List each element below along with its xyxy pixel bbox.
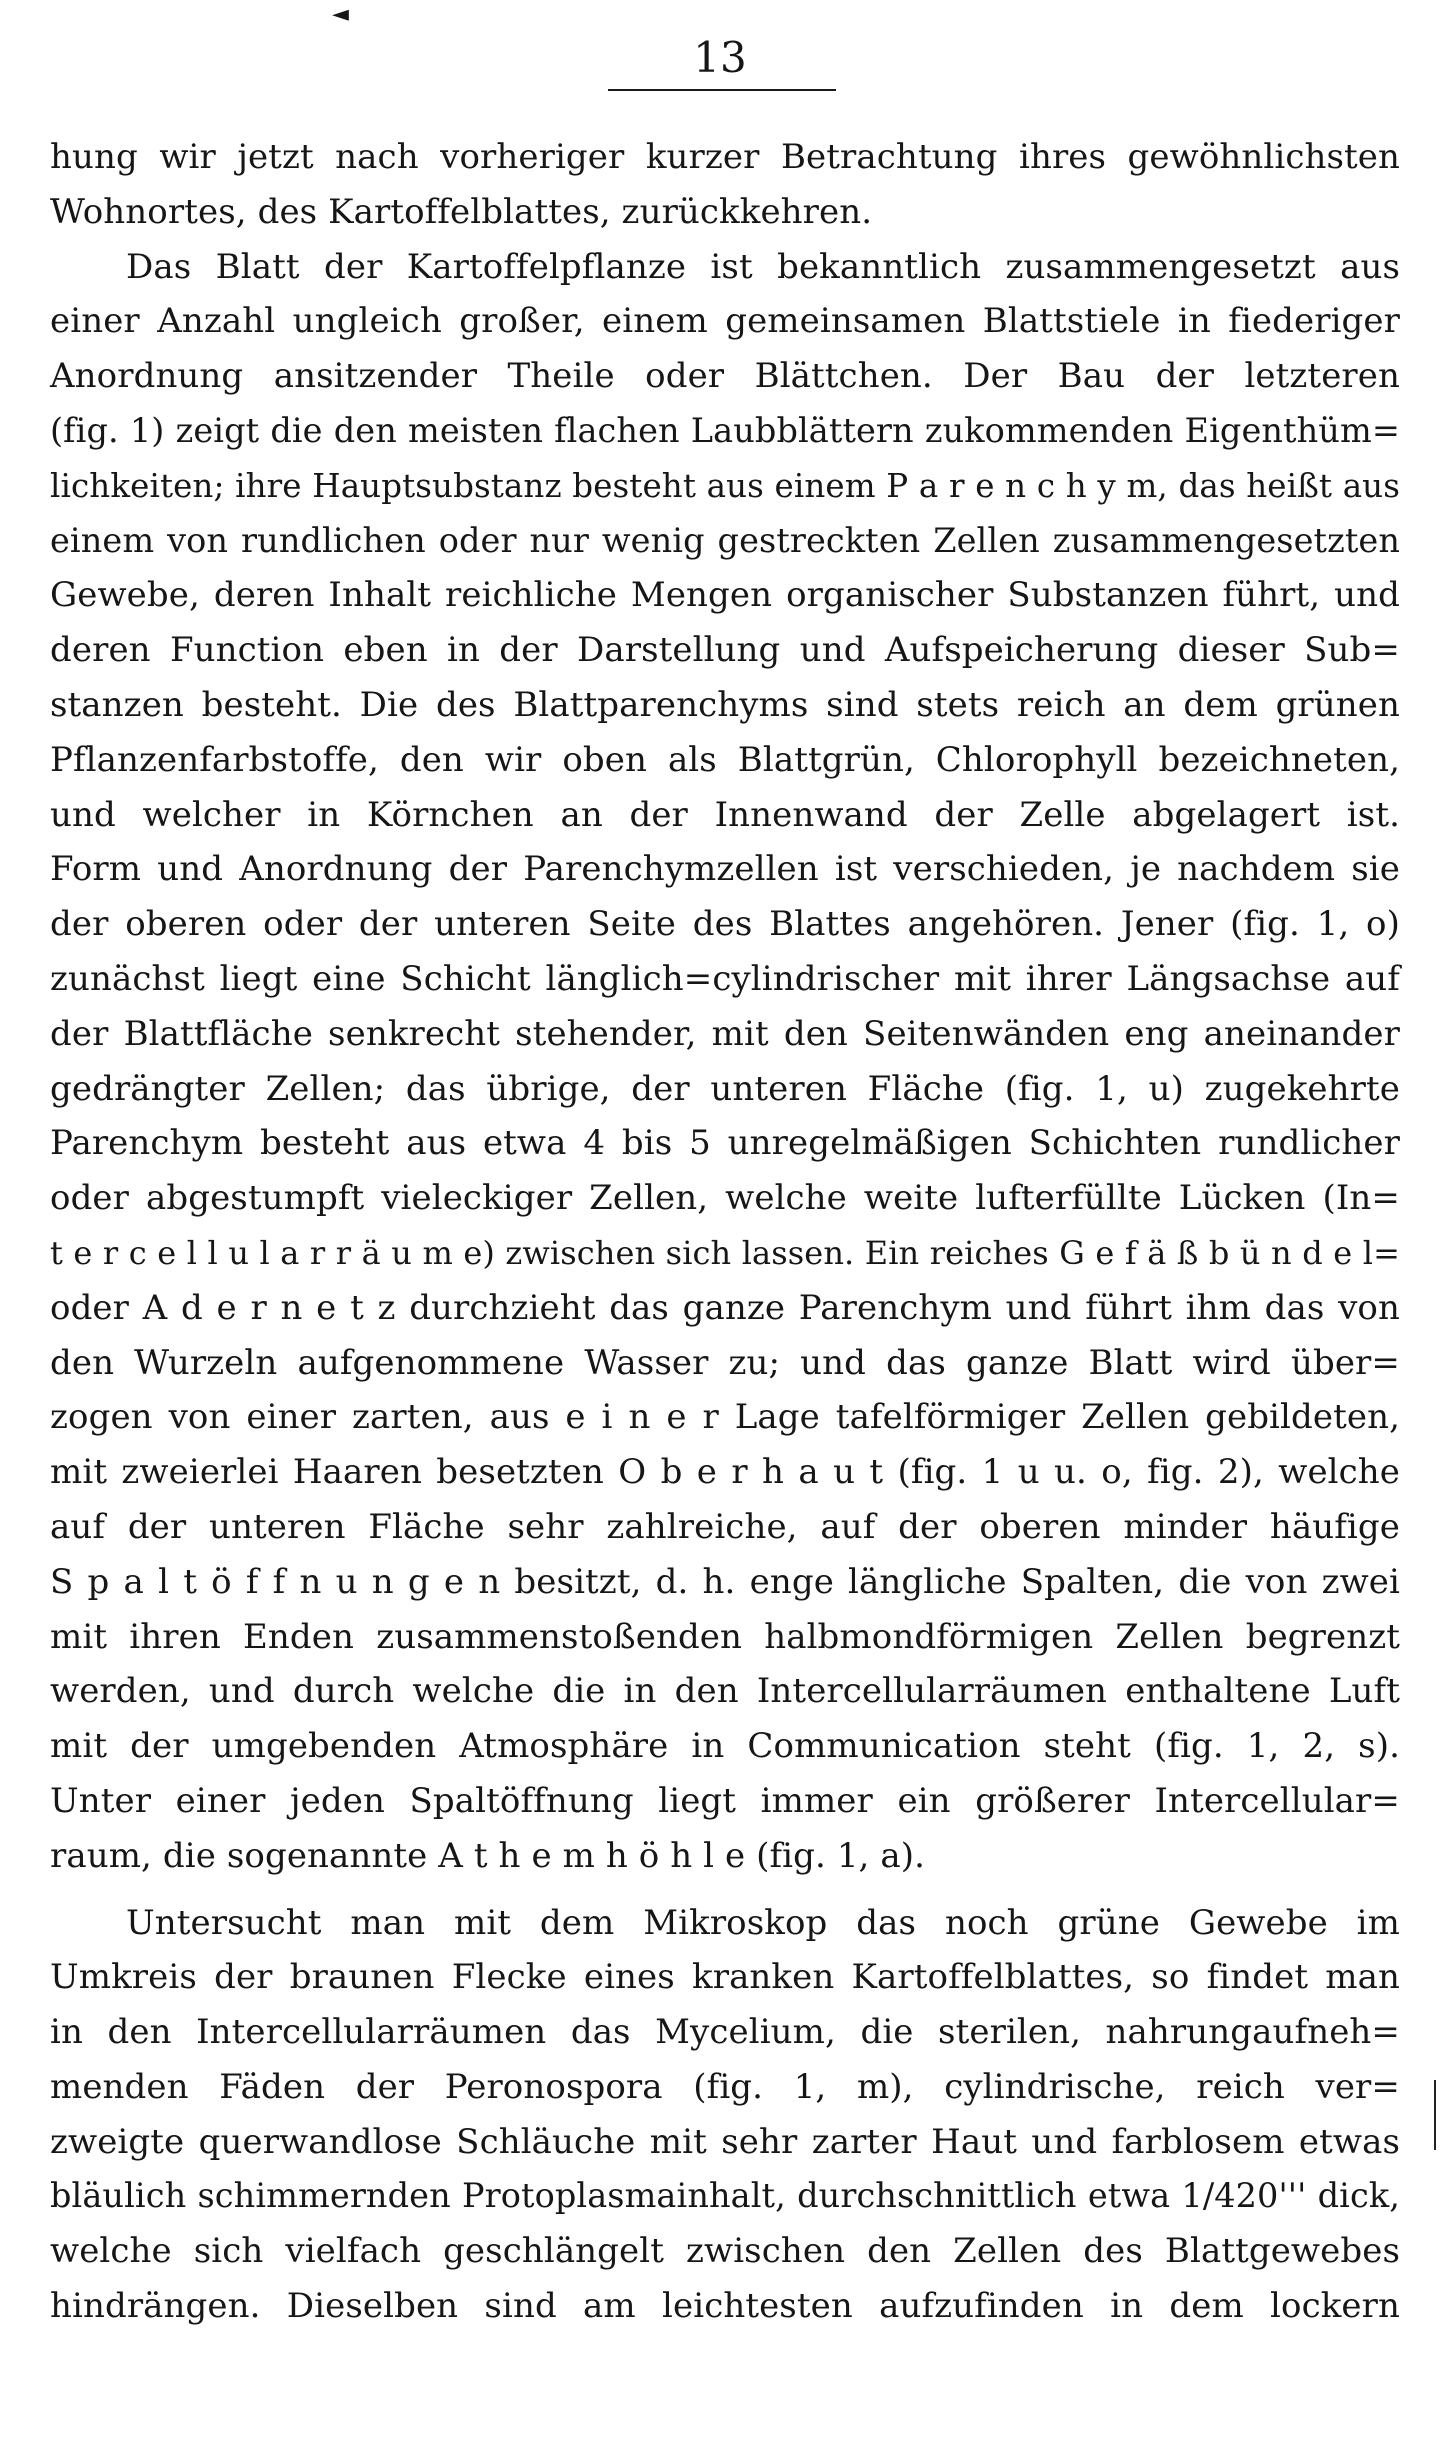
text-line: Gewebe, deren Inhalt reichliche Mengen organischer Substanzen führt, und	[50, 575, 1400, 616]
text-line: Anordnung ansitzender Theile oder Blättchen. Der Bau der letzteren	[50, 356, 1400, 397]
text-line: (fig. 1) zeigt die den meisten flachen Laubblättern zukommenden Eigenthüm=	[50, 410, 1400, 450]
text-line: lichkeiten; ihre Hauptsubstanz besteht aus einem P a r e n c h y m, das heißt aus	[50, 466, 1400, 505]
text-line: welche sich vielfach geschlängelt zwischen den Zellen des Blattgewebes	[50, 2231, 1400, 2272]
text-line: raum, die sogenannte A t h e m h ö h l e (fig. 1, a).	[50, 1835, 926, 1876]
text-line: menden Fäden der Peronospora (fig. 1, m), cylindrische, reich ver=	[50, 2066, 1400, 2107]
text-line: mit zweierlei Haaren besetzten O b e r h a u t (fig. 1 u u. o, fig. 2), welche	[50, 1452, 1400, 1493]
text-line: mit der umgebenden Atmosphäre in Communication steht (fig. 1, 2, s).	[50, 1726, 1400, 1767]
text-line: Pflanzenfarbstoffe, den wir oben als Blattgrün, Chlorophyll bezeichneten,	[50, 739, 1400, 780]
text-line: zweigte querwandlose Schläuche mit sehr zarter Haut und farblosem etwas	[50, 2121, 1400, 2162]
text-line: oder A d e r n e t z durchzieht das ganze Parenchym und führt ihm das von	[50, 1287, 1400, 1328]
text-line: Das Blatt der Kartoffelpflanze ist bekanntlich zusammengesetzt aus	[126, 246, 1400, 287]
text-line: auf der unteren Fläche sehr zahlreiche, auf der oberen minder häufige	[50, 1506, 1400, 1547]
text-line: hung wir jetzt nach vorheriger kurzer Betrachtung ihres gewöhnlichsten	[50, 137, 1400, 177]
text-line: Umkreis der braunen Flecke eines kranken Kartoffelblattes, so findet man	[50, 1957, 1400, 1998]
text-line: stanzen besteht. Die des Blattparenchyms sind stets reich an dem grünen	[50, 684, 1400, 725]
text-line: in den Intercellularräumen das Mycelium, die sterilen, nahrungaufneh=	[50, 2012, 1400, 2053]
text-line: zunächst liegt eine Schicht länglich=cylindrischer mit ihrer Längsachse auf	[50, 958, 1400, 999]
text-line: werden, und durch welche die in den Intercellularräumen enthaltene Luft	[50, 1671, 1400, 1712]
text-line: deren Function eben in der Darstellung und Aufspeicherung dieser Sub=	[50, 630, 1400, 671]
text-line: t e r c e l l u l a r r ä u m e) zwischen sich lassen. Ein reiches G e f ä ß b ü n d e l=	[50, 1233, 1400, 1272]
text-line: einem von rundlichen oder nur wenig gestreckten Zellen zusammengesetzten	[50, 520, 1400, 560]
text-line: der oberen oder der unteren Seite des Blattes angehören. Jener (fig. 1, o)	[50, 904, 1400, 945]
text-line: der Blattfläche senkrecht stehender, mit den Seitenwänden eng aneinander	[50, 1013, 1400, 1054]
text-line: bläulich schimmernden Protoplasmainhalt, durchschnittlich etwa 1/420''' dick,	[50, 2176, 1400, 2216]
header-rule	[608, 89, 836, 91]
text-line: Parenchym besteht aus etwa 4 bis 5 unregelmäßigen Schichten rundlicher	[50, 1123, 1400, 1164]
text-line: Unter einer jeden Spaltöffnung liegt immer ein größerer Intercellular=	[50, 1780, 1400, 1821]
text-line: gedrängter Zellen; das übrige, der unteren Fläche (fig. 1, u) zugekehrte	[50, 1068, 1400, 1109]
margin-bar	[1434, 2080, 1436, 2150]
text-line: und welcher in Körnchen an der Innenwand der Zelle abgelagert ist.	[50, 794, 1400, 835]
text-line: Wohnortes, des Kartoffelblattes, zurückkehren.	[50, 191, 873, 232]
text-line: hindrängen. Dieselben sind am leichtesten aufzufinden in dem lockern	[50, 2286, 1400, 2327]
text-line: Untersucht man mit dem Mikroskop das noch grüne Gewebe im	[126, 1902, 1400, 1943]
page-number: 13	[693, 33, 747, 82]
text-line: oder abgestumpft vieleckiger Zellen, welche weite lufterfüllte Lücken (In=	[50, 1178, 1400, 1219]
text-line: den Wurzeln aufgenommene Wasser zu; und das ganze Blatt wird über=	[50, 1342, 1400, 1383]
body-text	[50, 130, 1400, 2334]
text-line: einer Anzahl ungleich großer, einem gemeinsamen Blattstiele in fiederiger	[50, 301, 1400, 342]
text-line: Form und Anordnung der Parenchymzellen ist verschieden, je nachdem sie	[50, 849, 1400, 890]
text-line: S p a l t ö f f n u n g e n besitzt, d. h. enge längliche Spalten, die von zwei	[50, 1561, 1400, 1602]
margin-mark: ◄	[332, 2, 349, 27]
text-line: mit ihren Enden zusammenstoßenden halbmondförmigen Zellen begrenzt	[50, 1616, 1400, 1657]
text-line: zogen von einer zarten, aus e i n e r Lage tafelförmiger Zellen gebildeten,	[50, 1397, 1400, 1438]
